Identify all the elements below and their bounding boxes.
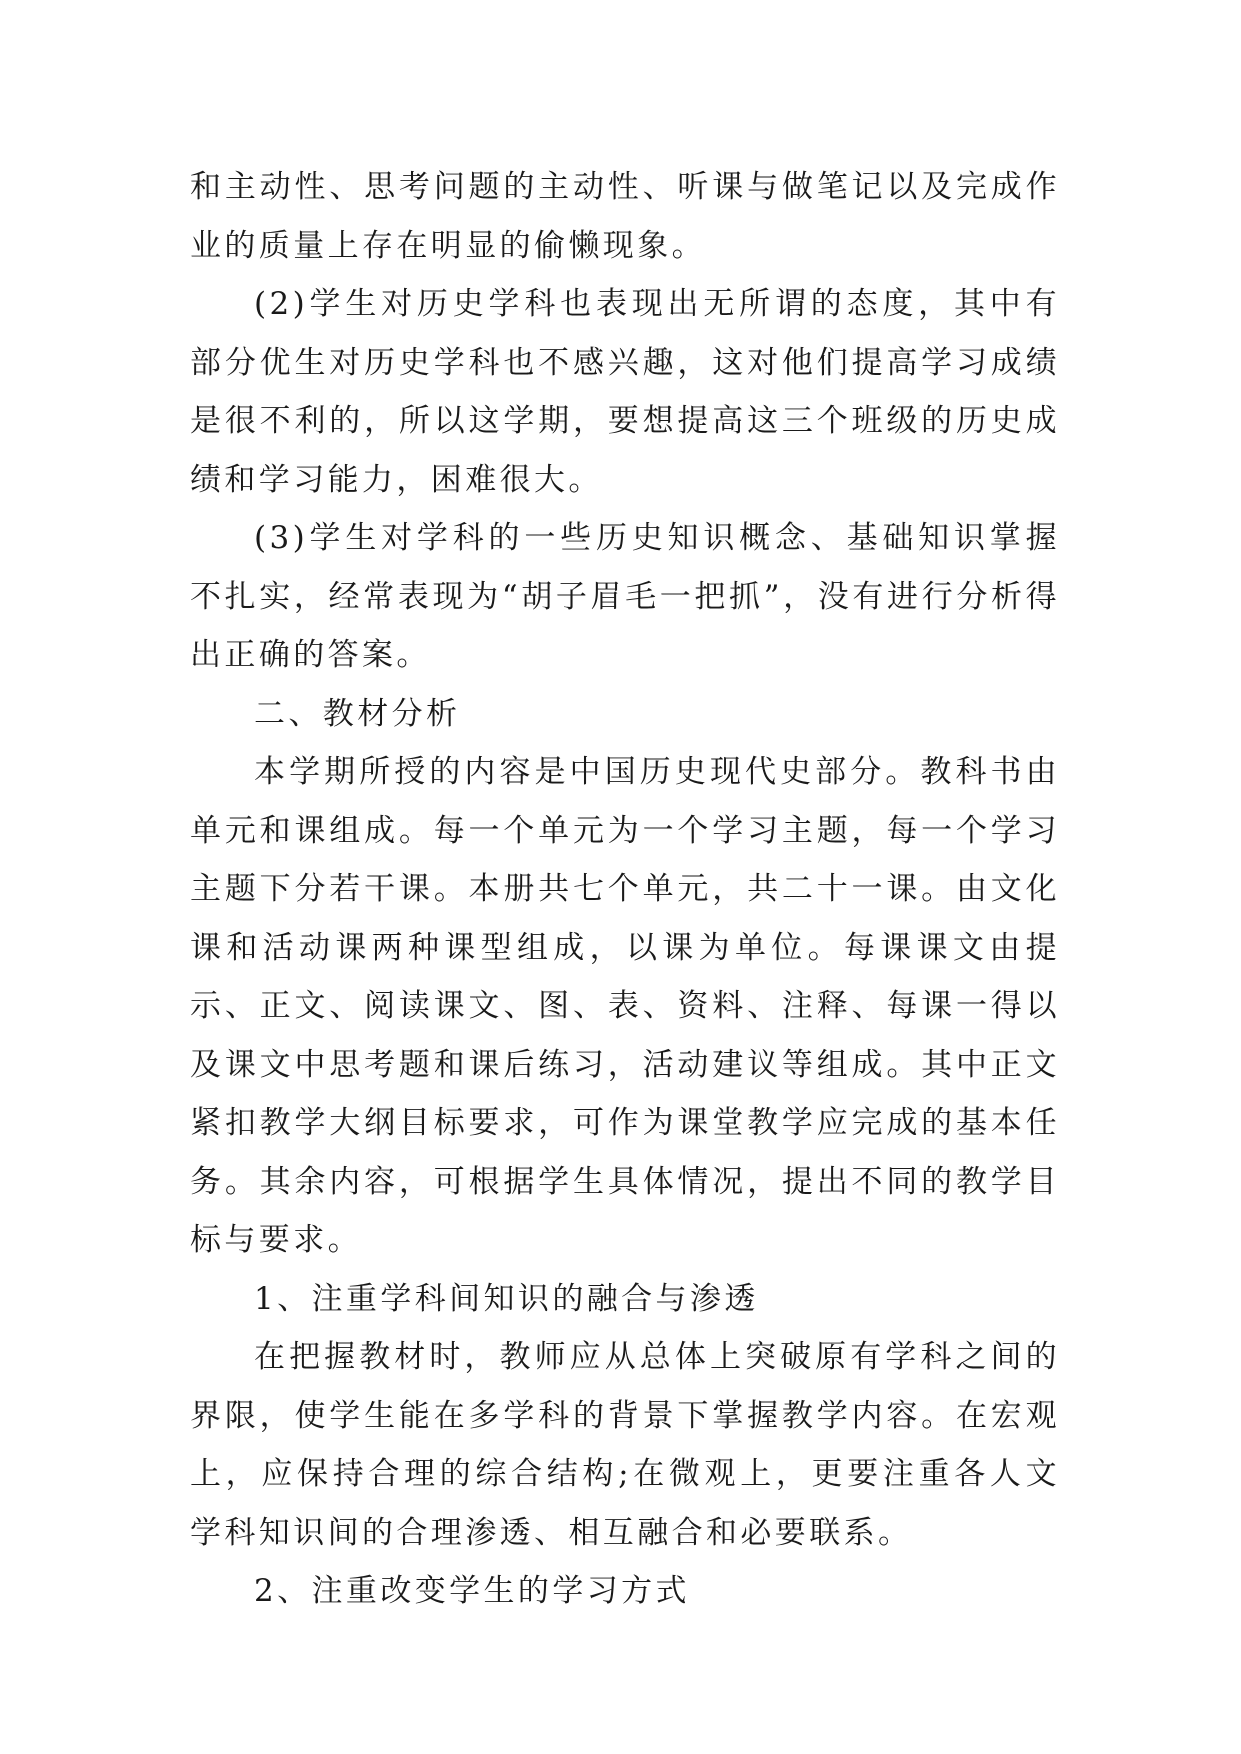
paragraph-1: 和主动性、思考问题的主动性、听课与做笔记以及完成作业的质量上存在明显的偷懒现象。 <box>190 169 1060 264</box>
section-heading-textbook-analysis: 二、教材分析 <box>254 695 461 732</box>
paragraph-4: 本学期所授的内容是中国历史现代史部分。教科书由单元和课组成。每一个单元为一个学习主题，每一个学习主题下分若干课。本册共七个单元，共二十一课。由文化课和活动课两种课型组成，以课为单位。每课课文由提示、正文、阅读课文、图、表、资料、注释、每课一得以及课文中思考题和课后练习，活动建议等组成。其中正文紧扣教学大纲目标要求，可作为课堂教学应完成的基本任务。其余内容，可根据学生具体情况，提出不同的教学目标与要求。 <box>190 754 1060 1258</box>
subheading-2: 2、注重改变学生的学习方式 <box>254 1573 690 1609</box>
document-body <box>190 158 1060 1621</box>
paragraph-5: 在把握教材时，教师应从总体上突破原有学科之间的界限，使学生能在多学科的背景下掌握教学内容。在宏观上，应保持合理的综合结构;在微观上，更要注重各人文学科知识间的合理渗透、相互融合和必要联系。 <box>190 1339 1060 1551</box>
paragraph-3: (3)学生对学科的一些历史知识概念、基础知识掌握不扎实，经常表现为“胡子眉毛一把抓”，没有进行分析得出正确的答案。 <box>190 520 1060 673</box>
subheading-1: 1、注重学科间知识的融合与渗透 <box>254 1280 759 1317</box>
paragraph-2: (2)学生对历史学科也表现出无所谓的态度，其中有部分优生对历史学科也不感兴趣，这对他们提高学习成绩是很不利的，所以这学期，要想提高这三个班级的历史成绩和学习能力，困难很大。 <box>190 286 1060 498</box>
